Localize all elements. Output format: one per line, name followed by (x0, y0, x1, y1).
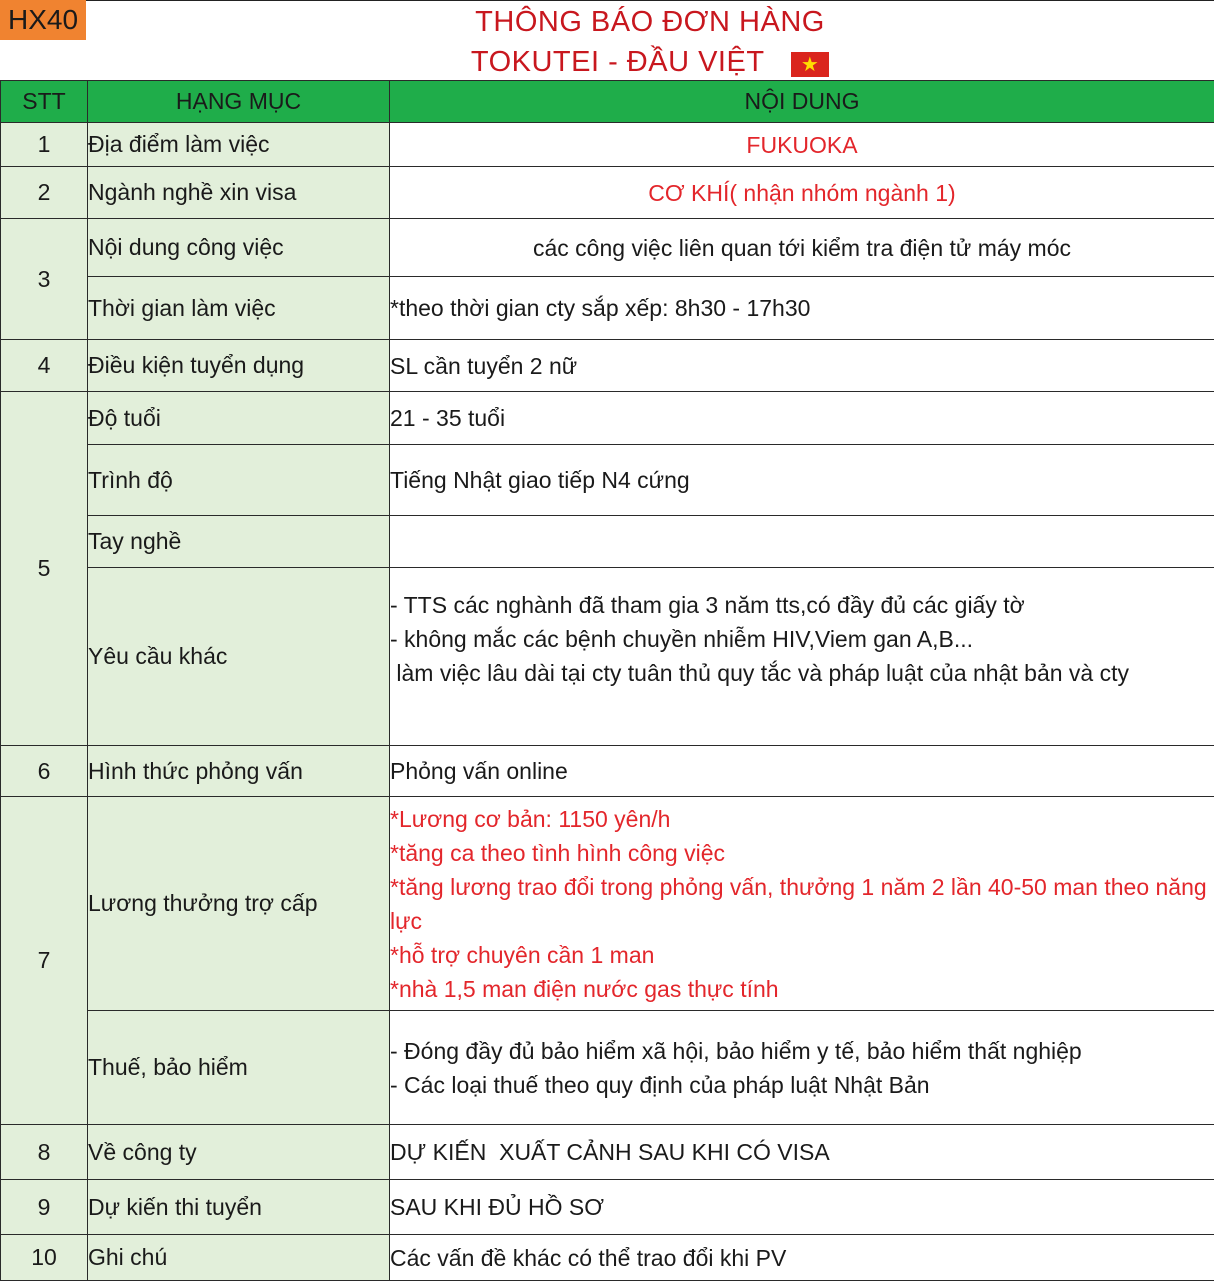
table-row (1, 340, 1214, 392)
row-number: 10 (1, 1235, 88, 1281)
row-number: 3 (1, 219, 88, 340)
table-row (1, 568, 1214, 746)
row-value: FUKUOKA (390, 123, 1214, 167)
row-label: Trình độ (88, 445, 390, 516)
column-header-stt: STT (1, 81, 88, 123)
table-row (1, 516, 1214, 568)
salary-line: *Lương cơ bản: 1150 yên/h (390, 802, 1214, 836)
row-value: *theo thời gian cty sắp xếp: 8h30 - 17h30 (390, 277, 1214, 340)
row-label: Lương thưởng trợ cấp (88, 797, 390, 1011)
row-value: Phỏng vấn online (390, 746, 1214, 797)
row-value (390, 516, 1214, 568)
row-label: Thuế, bảo hiểm (88, 1011, 390, 1125)
table-row (1, 219, 1214, 277)
row-label: Hình thức phỏng vấn (88, 746, 390, 797)
table-row (1, 797, 1214, 1011)
row-label: Địa điểm làm việc (88, 123, 390, 167)
row-number: 8 (1, 1125, 88, 1180)
row-number: 9 (1, 1180, 88, 1235)
salary-line: *tăng ca theo tình hình công việc (390, 836, 1214, 870)
page-subtitle (86, 42, 1214, 82)
requirement-line: - TTS các nghành đã tham gia 3 năm tts,có đầy đủ các giấy tờ (390, 588, 1214, 622)
row-number: 7 (1, 797, 88, 1125)
salary-line: *hỗ trợ chuyên cần 1 man (390, 938, 1214, 972)
page-title (86, 2, 1214, 42)
table-row (1, 1125, 1214, 1180)
row-value: 21 - 35 tuổi (390, 392, 1214, 445)
row-number: 1 (1, 123, 88, 167)
salary-line: *nhà 1,5 man điện nước gas thực tính (390, 972, 1214, 1006)
row-value (390, 797, 1214, 1011)
table-row (1, 123, 1214, 167)
column-header-content: NỘI DUNG (390, 81, 1214, 123)
row-value: các công việc liên quan tới kiểm tra điện tử máy móc (390, 219, 1214, 277)
insurance-line: - Các loại thuế theo quy định của pháp luật Nhật Bản (390, 1068, 1214, 1102)
table-row (1, 445, 1214, 516)
row-label: Ghi chú (88, 1235, 390, 1281)
row-value (390, 1011, 1214, 1125)
row-label: Ngành nghề xin visa (88, 167, 390, 219)
table-row (1, 167, 1214, 219)
row-number: 4 (1, 340, 88, 392)
vietnam-flag-icon (791, 52, 829, 77)
row-label: Độ tuổi (88, 392, 390, 445)
row-label: Nội dung công việc (88, 219, 390, 277)
row-number: 5 (1, 392, 88, 746)
row-label: Về công ty (88, 1125, 390, 1180)
row-label: Dự kiến thi tuyển (88, 1180, 390, 1235)
row-label: Yêu cầu khác (88, 568, 390, 746)
row-label: Tay nghề (88, 516, 390, 568)
order-code-badge: HX40 (0, 0, 86, 40)
row-value: Tiếng Nhật giao tiếp N4 cứng (390, 445, 1214, 516)
row-value: DỰ KIẾN XUẤT CẢNH SAU KHI CÓ VISA (390, 1125, 1214, 1180)
row-value: CƠ KHÍ( nhận nhóm ngành 1) (390, 167, 1214, 219)
order-table (0, 80, 1214, 1281)
row-number: 6 (1, 746, 88, 797)
table-row (1, 1235, 1214, 1281)
table-header-row (1, 81, 1214, 123)
column-header-item: HẠNG MỤC (88, 81, 390, 123)
row-value (390, 568, 1214, 746)
page-title-text: THÔNG BÁO ĐƠN HÀNG (475, 2, 825, 42)
page-subtitle-text: TOKUTEI - ĐẦU VIỆT (471, 42, 765, 82)
table-row (1, 392, 1214, 445)
row-label: Thời gian làm việc (88, 277, 390, 340)
requirement-line: làm việc lâu dài tại cty tuân thủ quy tắc và pháp luật của nhật bản và cty (390, 656, 1214, 690)
requirement-line: - không mắc các bệnh chuyền nhiễm HIV,Viem gan A,B... (390, 622, 1214, 656)
insurance-line: - Đóng đầy đủ bảo hiểm xã hội, bảo hiểm y tế, bảo hiểm thất nghiệp (390, 1034, 1214, 1068)
row-value: SAU KHI ĐỦ HỒ SƠ (390, 1180, 1214, 1235)
table-row (1, 1011, 1214, 1125)
row-value: SL cần tuyển 2 nữ (390, 340, 1214, 392)
row-number: 2 (1, 167, 88, 219)
flag-star: ★ (791, 52, 829, 77)
salary-line: *tăng lương trao đổi trong phỏng vấn, thưởng 1 năm 2 lần 40-50 man theo năng lực (390, 870, 1214, 938)
table-row (1, 1180, 1214, 1235)
table-row (1, 746, 1214, 797)
row-label: Điều kiện tuyển dụng (88, 340, 390, 392)
table-row (1, 277, 1214, 340)
row-value: Các vấn đề khác có thể trao đổi khi PV (390, 1235, 1214, 1281)
